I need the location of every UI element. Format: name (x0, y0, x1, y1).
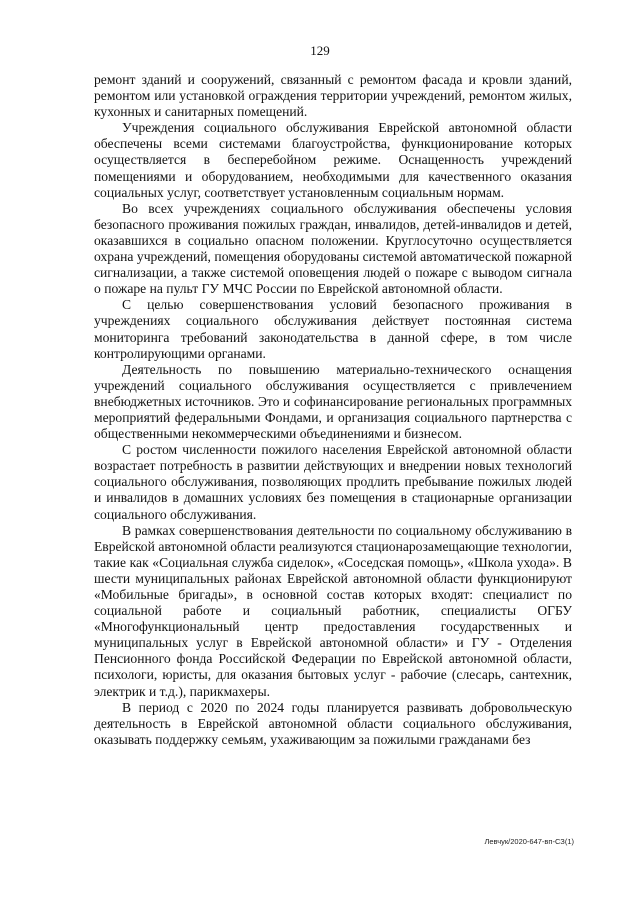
paragraph-4: С целью совершенствования условий безопасного проживания в учреждениях социального обслуживания действует постоянная система мониторинга требований законодательства в данной сфере, в том числе контролирующими органами. (94, 297, 572, 361)
paragraph-7: В рамках совершенствования деятельности по социальному обслуживанию в Еврейской автономной области реализуются стационарозамещающие технологии, такие как «Социальная служба сиделок», «Соседская помощь», «Школа ухода». В шести муниципальных районах Еврейской автономной области функционируют «Мобильные бригады», в основной состав которых входят: специалист по социальной работе и социальный работник, специалисты ОГБУ «Многофункциональный центр предоставления государственных и муниципальных услуг в Еврейской автономной области» и ГУ - Отделения Пенсионного фонда Российской Федерации по Еврейской автономной области, психологи, юристы, для оказания бытовых услуг - рабочие (слесарь, сантехник, электрик и т.д.), парикмахеры. (94, 522, 572, 699)
paragraph-8: В период с 2020 по 2024 годы планируется развивать добровольческую деятельность в Еврейской автономной области социального обслуживания, оказывать поддержку семьям, ухаживающим за пожилыми гражданами без (94, 699, 572, 747)
document-body (94, 72, 572, 748)
paragraph-1: ремонт зданий и сооружений, связанный с ремонтом фасада и кровли зданий, ремонтом или установкой ограждения территории учреждений, ремонтом жилых, кухонных и санитарных помещений. (94, 72, 572, 120)
page-number: 129 (310, 43, 330, 58)
paragraph-6: С ростом численности пожилого населения Еврейской автономной области возрастает потребность в развитии действующих и внедрении новых технологий социального обслуживания, позволяющих продлить пребывание пожилых людей и инвалидов в домашних условиях без помещения в стационарные организации социального обслуживания. (94, 442, 572, 522)
document-footer-code: Левчук/2020-647-вп-СЗ(1) (484, 837, 574, 846)
paragraph-5: Деятельность по повышению материально-технического оснащения учреждений социального обслуживания осуществляется с привлечением внебюджетных источников. Это и софинансирование региональных программных мероприятий федеральными Фондами, и организация социального партнерства с общественными некоммерческими объединениями и бизнесом. (94, 361, 572, 442)
paragraph-2: Учреждения социального обслуживания Еврейской автономной области обеспечены всеми системами благоустройства, функционирование которых осуществляется в бесперебойном режиме. Оснащенность учреждений помещениями и оборудованием, необходимыми для качественного оказания социальных услуг, соответствует установленным социальным нормам. (94, 120, 572, 200)
paragraph-3: Во всех учреждениях социального обслуживания обеспечены условия безопасного проживания пожилых граждан, инвалидов, детей-инвалидов и детей, оказавшихся в социально опасном положении. Круглосуточно осуществляется охрана учреждений, помещения оборудованы системой автоматической пожарной сигнализации, а также системой оповещения людей о пожаре с выводом сигнала о пожаре на пульт ГУ МЧС России по Еврейской автономной области. (94, 200, 572, 297)
